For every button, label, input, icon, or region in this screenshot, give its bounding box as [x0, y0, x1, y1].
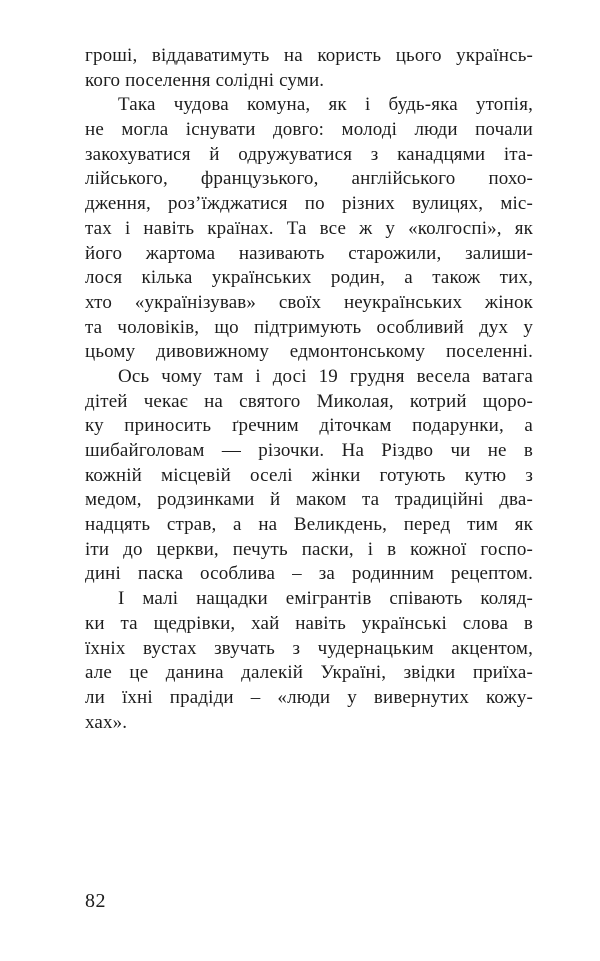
body-text — [85, 44, 533, 735]
text-line: ку приносить ґречним діточкам подарунки, а — [85, 415, 533, 437]
text-line: їхніх вустах звучать з чудернацьким акцентом, — [85, 637, 533, 659]
text-line: ки та щедрівки, хай навіть українські слова в — [85, 612, 533, 634]
text-line: лійського, французького, англійського похо- — [85, 168, 533, 190]
text-line: закохуватися й одружуватися з канадцями іта- — [85, 143, 533, 165]
text-line: не могла існувати довго: молоді люди почали — [85, 119, 533, 141]
text-line: хах». — [85, 711, 128, 733]
page-number: 82 — [85, 890, 106, 912]
text-line: медом, родзинками й маком та традиційні два- — [85, 489, 533, 511]
text-line: хто «українізував» своїх неукраїнських жінок — [85, 291, 533, 313]
text-line: Така чудова комуна, як і будь-яка утопія, — [118, 94, 533, 116]
text-line: кожній місцевій оселі жінки готують кутю з — [85, 464, 533, 486]
text-line: І малі нащадки емігрантів співають коляд- — [118, 588, 533, 610]
text-line: дження, розʼїжджатися по різних вулицях, міс- — [85, 193, 533, 215]
text-line: його жартома називають старожили, залиши- — [85, 242, 533, 264]
text-line: гроші, віддаватимуть на користь цього українсь- — [85, 45, 533, 66]
text-line: Ось чому там і досі 19 грудня весела ватага — [118, 365, 533, 387]
text-line: ли їхні прадіди – «люди у вивернутих кожу- — [85, 686, 533, 708]
text-line: та чоловіків, що підтримують особливий дух у — [85, 316, 533, 338]
text-line: але це данина далекій Україні, звідки приїха- — [85, 662, 533, 684]
text-line: надцять страв, а на Великдень, перед тим як — [85, 514, 533, 536]
text-line: тах і навіть країнах. Та все ж у «колгоспі», як — [85, 217, 533, 239]
text-line: цьому дивовижному едмонтонському поселенні. — [85, 341, 533, 363]
text-line: шибайголовам — різочки. На Різдво чи не в — [85, 440, 533, 461]
text-line: дітей чекає на святого Миколая, котрий щоро- — [85, 390, 533, 412]
text-line: іти до церкви, печуть паски, і в кожної госпо- — [85, 538, 533, 560]
text-line: лося кілька українських родин, а також тих, — [85, 267, 533, 289]
text-line: кого поселення солідні суми. — [85, 69, 325, 91]
text-line: дині паска особлива – за родинним рецептом. — [85, 563, 533, 585]
